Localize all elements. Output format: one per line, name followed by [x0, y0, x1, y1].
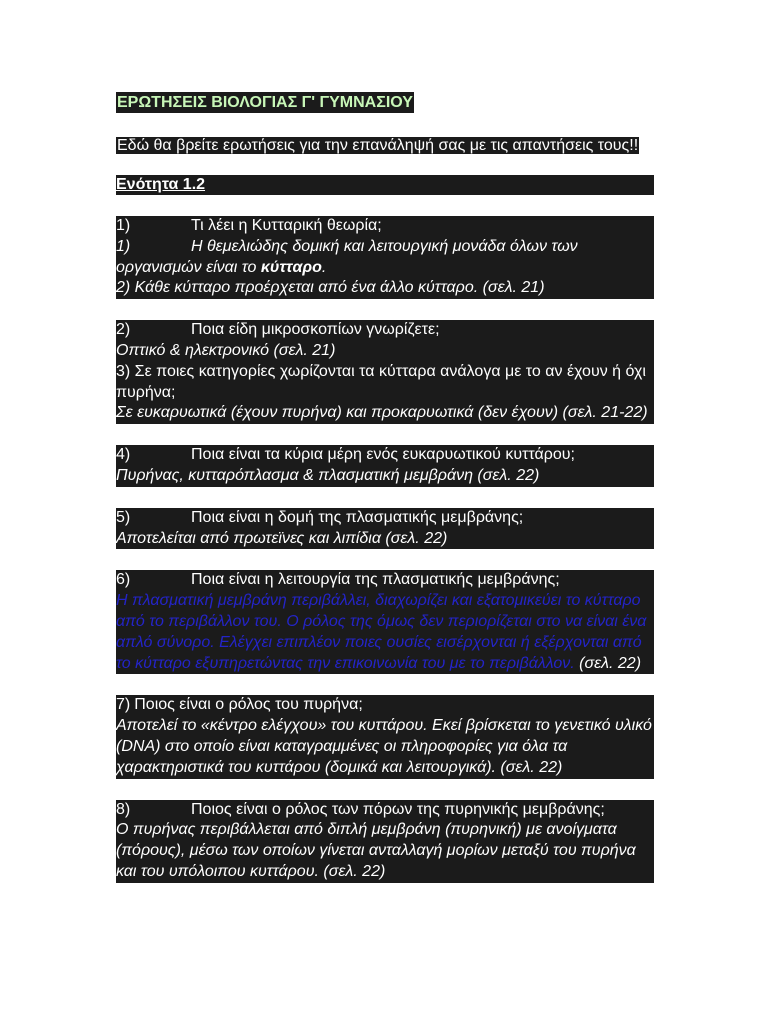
- question-7: [116, 695, 654, 716]
- intro-paragraph: [116, 135, 654, 156]
- answer-end: .: [321, 258, 327, 276]
- question-number: 1): [116, 217, 131, 234]
- question-block-6: [116, 570, 654, 674]
- answer-4: Πυρήνας, κυτταρόπλασμα & πλασματική μεμβράνη (σελ. 22): [116, 466, 540, 484]
- question-text: Τι λέει η Κυτταρική θεωρία;: [191, 217, 382, 234]
- question-text: Ποια είναι η λειτουργία της πλασματικής μεμβράνης;: [191, 571, 560, 589]
- question-text: Ποια είναι τα κύρια μέρη ενός ευκαρυωτικού κυττάρου;: [191, 446, 575, 464]
- answer-1-part-2: 2) Κάθε κύτταρο προέρχεται από ένα άλλο κύτταρο. (σελ. 21): [116, 279, 545, 297]
- question-number: 2): [116, 321, 131, 339]
- question-block-8: [116, 800, 654, 883]
- question-block-7: [116, 695, 654, 778]
- question-number: 7): [116, 696, 131, 714]
- question-3: 3) Σε ποιες κατηγορίες χωρίζονται τα κύτταρα ανάλογα με το αν έχουν ή όχι πυρήνα;: [116, 362, 646, 401]
- answer-6: [116, 591, 654, 674]
- answer-3: Σε ευκαρυωτικά (έχουν πυρήνα) και προκαρυωτικά (δεν έχουν) (σελ. 21-22): [116, 404, 648, 422]
- question-4: [116, 445, 654, 466]
- question-text: Ποια είδη μικροσκοπίων γνωρίζετε;: [191, 321, 440, 339]
- question-6: [116, 570, 654, 591]
- question-block-2: [116, 320, 654, 424]
- answer-bold-term: κύτταρο: [260, 258, 322, 276]
- answer-5: Αποτελείται από πρωτεϊνες και λιπίδια (σελ. 22): [116, 529, 448, 547]
- answer-8: Ο πυρήνας περιβάλλεται από διπλή μεμβράνη (πυρηνική) με ανοίγματα (πόρους), μέσω των οποίων γίνεται ανταλλαγή μορίων μεταξύ του πυρήνα και του υπόλοιπου κυττάρου. (σελ. 22): [116, 821, 636, 880]
- document-body: [116, 92, 654, 883]
- question-number: 8): [116, 800, 131, 818]
- page-title: [116, 92, 654, 113]
- answer-blue-text: Η πλασματική μεμβράνη περιβάλλει, διαχωρίζει και εξατομικεύει το κύτταρο από το περιβάλλον του. Ο ρόλος της όμως δεν περιορίζεται στο να είναι ένα απλό σύνορο. Ελέγχει επιπλέον ποιες ουσίες εισέρχονται ή εξέρχονται από το κύτταρο εξυπηρετώντας την επικοινωνία του με το περιβάλλον.: [116, 592, 647, 672]
- section-heading: Ενότητα 1.2: [116, 175, 654, 195]
- question-number: 6): [116, 571, 131, 589]
- question-5: [116, 508, 654, 529]
- answer-1-part-1: [116, 237, 654, 279]
- question-8: [116, 800, 654, 821]
- title-text: ΕΡΩΤΗΣΕΙΣ ΒΙΟΛΟΓΙΑΣ Γ' ΓΥΜΝΑΣΙΟΥ: [117, 94, 413, 111]
- question-2: [116, 320, 654, 341]
- answer-7: Αποτελεί το «κέντρο ελέγχου» του κυττάρου. Εκεί βρίσκεται το γενετικό υλικό (DNA) στο οποίο είναι καταγραμμένες οι πληροφορίες για όλα τα χαρακτηριστικά του κυττάρου (δομικά και λειτουργικά). (σελ. 22): [116, 717, 652, 776]
- answer-number: 1): [116, 237, 131, 255]
- question-block-5: [116, 508, 654, 550]
- question-block-1: [116, 216, 654, 299]
- question-number: 5): [116, 508, 131, 526]
- question-1: [116, 216, 654, 237]
- question-text: Ποιος είναι ο ρόλος του πυρήνα;: [134, 696, 363, 714]
- question-block-4: [116, 445, 654, 487]
- answer-2: Οπτικό & ηλεκτρονικό (σελ. 21): [116, 341, 336, 359]
- question-number: 4): [116, 446, 131, 464]
- answer-text: Η θεμελιώδης δομική και λειτουργική μονάδα όλων των οργανισμών είναι το: [116, 237, 578, 276]
- intro-text: Εδώ θα βρείτε ερωτήσεις για την επανάληψή σας με τις απαντήσεις τους!!: [117, 137, 639, 154]
- question-text: Ποιος είναι ο ρόλος των πόρων της πυρηνικής μεμβράνης;: [191, 800, 605, 818]
- answer-page-ref: (σελ. 22): [574, 654, 642, 672]
- question-text: Ποια είναι η δομή της πλασματικής μεμβράνης;: [191, 508, 524, 526]
